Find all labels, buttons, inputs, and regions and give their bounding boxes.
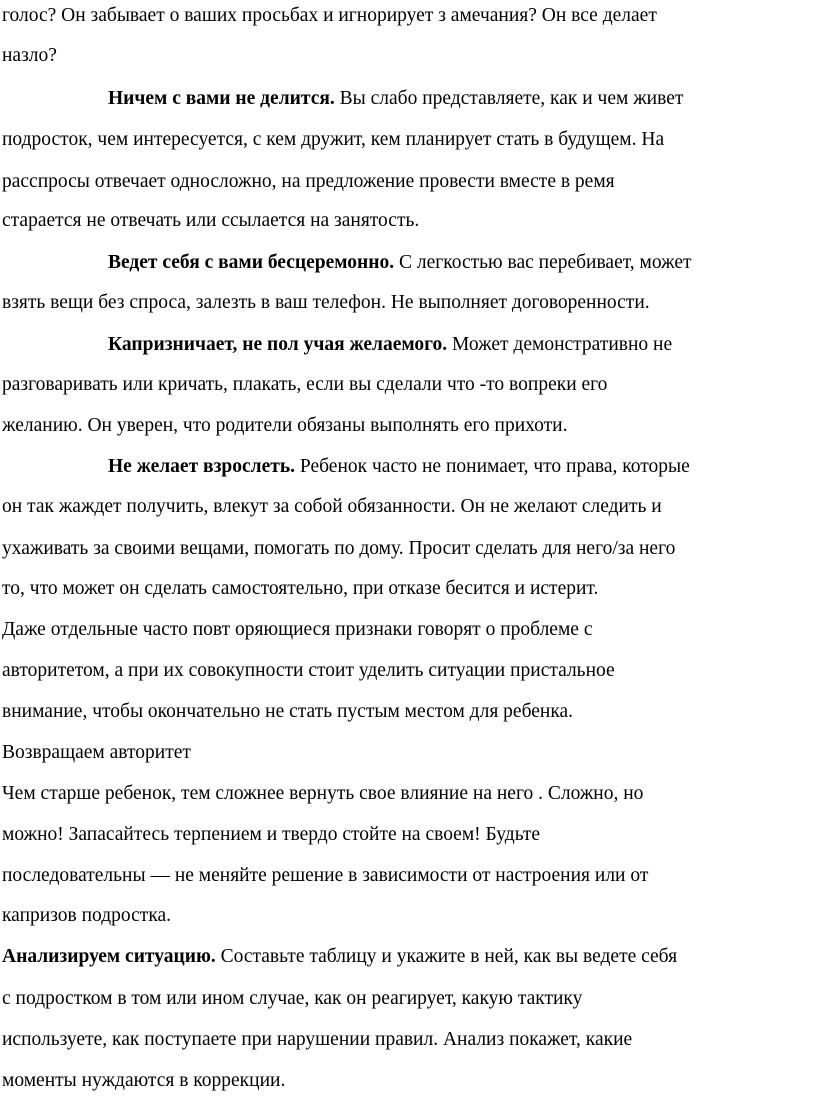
text-line: то, что может он сделать самостоятельно, при отказе бесится и истерит. — [2, 578, 599, 599]
paragraph-heading-line — [108, 87, 683, 111]
text-line: расспросы отвечает односложно, на предложение провести вместе в ремя — [2, 171, 615, 192]
paragraph-heading: Не желает взрослеть. — [108, 456, 296, 477]
text-line: капризов подростка. — [2, 905, 172, 926]
paragraph-heading-line — [108, 333, 672, 357]
paragraph-heading-line — [2, 945, 677, 969]
text-line: Даже отдельные часто повт оряющиеся признаки говорят о проблеме с — [2, 619, 593, 640]
text-line: старается не отвечать или ссылается на занятость. — [2, 210, 420, 231]
text-line: подросток, чем интересуется, с кем дружит, кем планирует стать в будущем. На — [2, 129, 665, 150]
text-line: желанию. Он уверен, что родители обязаны выполнять его прихоти. — [2, 415, 568, 436]
text-fragment: Может демонстративно не — [452, 334, 673, 355]
text-line: ухаживать за своими вещами, помогать по дому. Просит сделать для него/за него — [2, 538, 676, 559]
text-line: последовательны — не меняйте решение в зависимости от настроения или от — [2, 865, 649, 886]
text-line: разговаривать или кричать, плакать, если вы сделали что -то вопреки его — [2, 374, 608, 395]
paragraph-heading: Капризничает, не пол учая желаемого. — [108, 334, 448, 355]
section-title: Возвращаем авторитет — [2, 742, 191, 763]
text-line: авторитетом, а при их совокупности стоит уделить ситуации пристальное — [2, 660, 615, 681]
text-line: голос? Он забывает о ваших просьбах и игнорирует з амечания? Он все делает — [2, 5, 657, 26]
text-line: с подростком в том или ином случае, как он реагирует, какую тактику — [2, 988, 583, 1009]
text-line: используете, как поступаете при нарушении правил. Анализ покажет, какие — [2, 1029, 633, 1050]
text-line: моменты нуждаются в коррекции. — [2, 1070, 286, 1091]
paragraph-heading: Ничем с вами не делится. — [108, 88, 335, 109]
text-line: Чем старше ребенок, тем сложнее вернуть свое влияние на него . Сложно, но — [2, 783, 644, 804]
paragraph-heading: Анализируем ситуацию. — [2, 946, 216, 967]
text-line: он так жаждет получить, влекут за собой обязанности. Он не желают следить и — [2, 496, 662, 517]
text-fragment: Вы слабо представляете, как и чем живет — [339, 88, 684, 109]
paragraph-heading: Ведет себя с вами бесцеремонно. — [108, 252, 395, 273]
text-line: взять вещи без спроса, залезть в ваш телефон. Не выполняет договоренности. — [2, 292, 650, 313]
paragraph-heading-line — [108, 251, 692, 275]
text-fragment: С легкостью вас перебивает, может — [399, 252, 692, 273]
paragraph-heading-line — [108, 455, 690, 479]
text-line: назло? — [2, 45, 57, 66]
text-line: можно! Запасайтесь терпением и твердо стойте на своем! Будьте — [2, 824, 541, 845]
text-fragment: Составьте таблицу и укажите в ней, как вы ведете себя — [220, 946, 678, 967]
text-fragment: Ребенок часто не понимает, что права, которые — [299, 456, 690, 477]
text-line: внимание, чтобы окончательно не стать пустым местом для ребенка. — [2, 701, 574, 722]
